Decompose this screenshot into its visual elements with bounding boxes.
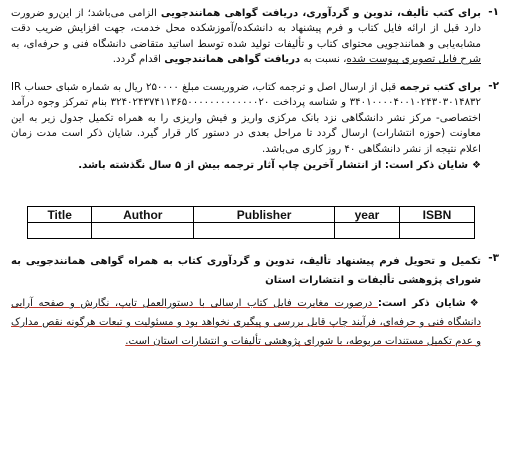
section-2-lead: برای کتب ترجمه bbox=[399, 82, 482, 93]
bullet-icon: ❖ bbox=[472, 160, 481, 172]
table-header-row bbox=[28, 207, 475, 223]
section-1 bbox=[11, 6, 499, 68]
section-3-note-label: شایان ذکر است: bbox=[377, 298, 466, 309]
section-1-body: الزامی می‌باشد؛ از این‌رو ضرورت دارد قبل از ارائه فایل کتاب و فرم پیشنهاد به دانشکده/آموزشکده محل خدمت، جهت افزایش ضریب دقت مشابه‌یابی و همانندجویی محتوای کتاب و تألیفات تولید شده توسط اساتید متقاضی دانشگاه فنی و حرفه‌ای، به bbox=[11, 8, 481, 50]
section-2-text bbox=[11, 80, 481, 157]
table-cell[interactable] bbox=[399, 223, 474, 239]
section-3-lead: تکمیل و تحویل فرم پیشنهاد تألیف، تدوین و گردآوری کتاب به همراه گواهی همانندجویی به شورای پژوهشی تألیفات و انتشارات استان bbox=[11, 256, 481, 286]
section-2-body: قبل از ارسال اصل و ترجمه کتاب، ضروریست مبلغ ۲۵۰۰۰۰ ریال به شماره شبای حساب IR ۳۴۰۱۰۰۰۰۴۰۰۱۰۲۴۳۰۳۰۱۴۸۳۲ و شناسه پرداخت ۳۲۴۰۲۴۳۷۴۱۱۳۶۵۰۰۰۰۰۰۰۰۰۰۰۰۰۲۰ بنام تمرکز وجوه درآمد اختصاصی- مرکز نشر دانشگاهی نزد بانک مرکزی واریز و فیش واریزی را به همراه تکمیل جدول زیر به این معاونت (حوزه انتشارات) ارسال گردد تا مراحل بعدی در دستور کار قرار گیرد. شایان ذکر است مدت زمان اعلام نتیجه از نشر دانشگاهی ۴۰ روز کاری می‌باشد. bbox=[11, 82, 481, 155]
bullet-icon: ❖ bbox=[469, 298, 481, 309]
col-title: Title bbox=[28, 207, 92, 223]
col-author: Author bbox=[92, 207, 194, 223]
table-cell[interactable] bbox=[335, 223, 400, 239]
section-3-number: ۳- bbox=[488, 252, 499, 264]
section-1-lead: برای کتب تألیف، تدوین و گردآوری، دریافت گواهی همانندجویی bbox=[160, 8, 481, 19]
section-1-tail2: اقدام گردد. bbox=[112, 54, 165, 66]
col-publisher: Publisher bbox=[194, 207, 335, 223]
table-cell[interactable] bbox=[194, 223, 335, 239]
section-1-tail: ، نسبت به bbox=[300, 54, 347, 66]
section-1-number: ۱- bbox=[488, 6, 499, 18]
section-2-note-text: شایان ذکر است: از انتشار آخرین چاپ آثار ترجمه بیش از ۵ سال نگذشته باشد. bbox=[78, 160, 469, 172]
section-3-note-body: درصورت مغایرت فایل کتاب ارسالی با دستورالعمل تایپ، نگارش و صفحه آرایی دانشگاه فنی و حرفه‌ای، فرآیند چاپ قابل بررسی و پیگیری نخواهد بود و مسئولیت و تبعات هرگونه نقص مدارک و عدم تکمیل مستندات مربوطه، با شورای پژوهشی تألیفات و انتشارات استان است. bbox=[11, 298, 481, 347]
section-2 bbox=[11, 80, 499, 173]
section-3 bbox=[11, 252, 499, 351]
table-row bbox=[28, 223, 475, 239]
table-cell[interactable] bbox=[28, 223, 92, 239]
section-2-number: ۲- bbox=[488, 80, 499, 92]
table-cell[interactable] bbox=[92, 223, 194, 239]
section-2-note bbox=[11, 158, 481, 173]
section-3-note bbox=[11, 294, 481, 351]
col-year: year bbox=[335, 207, 400, 223]
section-1-lead2: دریافت گواهی همانندجویی bbox=[164, 54, 301, 66]
section-1-text bbox=[11, 6, 481, 68]
section-1-underlined: شرح فایل تصویری پیوست شده bbox=[346, 54, 481, 66]
col-isbn: ISBN bbox=[399, 207, 474, 223]
book-info-table bbox=[27, 206, 475, 239]
